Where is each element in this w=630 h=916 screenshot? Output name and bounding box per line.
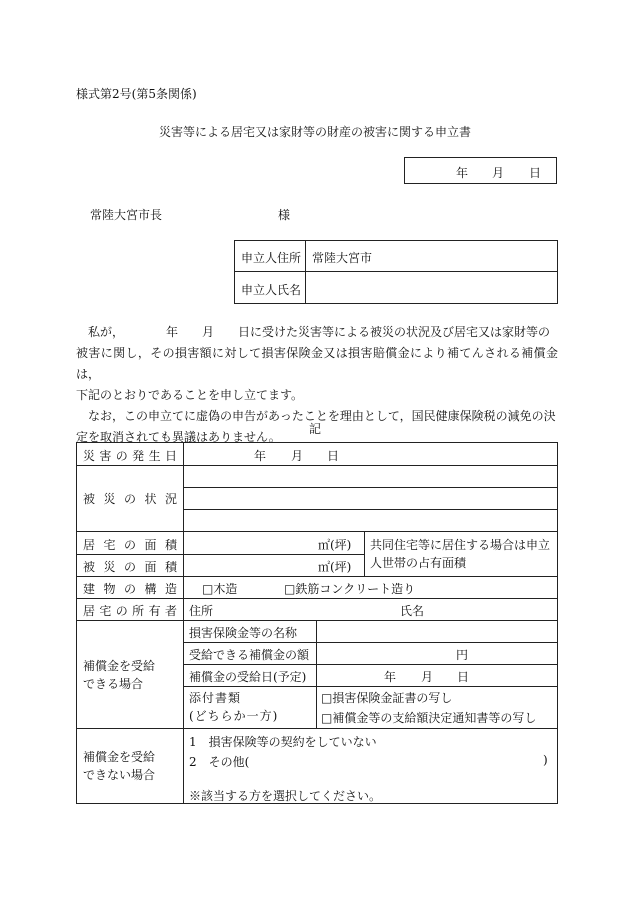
residence-area-label: 居 宅 の 面 積 (83, 538, 177, 552)
label-line: 補償金を受給 (83, 750, 156, 764)
note-line: 人世帯の占有面積 (370, 556, 467, 570)
structure-label: 建 物 の 構 造 (83, 582, 177, 596)
column-line (183, 442, 184, 804)
cannot-receive-label (83, 748, 155, 784)
row-line (183, 664, 558, 665)
row-line (183, 509, 558, 510)
applicant-column-divider (305, 240, 306, 304)
receivable-amount-label: 受給できる補償金の額 (189, 648, 310, 662)
row-line (76, 598, 558, 599)
insurance-name-label: 損害保険金等の名称 (189, 626, 298, 640)
statement-line: 定を取消されても異議はありません。 (76, 430, 281, 444)
damage-status-field-2[interactable] (185, 489, 555, 508)
row-line (76, 728, 558, 729)
ki-heading: 記 (308, 422, 321, 436)
label-line: できる場合 (83, 677, 144, 691)
receipt-month[interactable]: 月 (421, 670, 434, 684)
row-line (183, 642, 558, 643)
cannot-receive-option-2[interactable]: 2 その他( (189, 755, 250, 769)
addressee-honorific: 様 (278, 208, 291, 222)
label-line: (どちらか一方) (189, 709, 279, 723)
owner-name-label[interactable]: 氏名 (400, 604, 425, 618)
applicant-name-label: 申立人氏名 (241, 283, 302, 297)
date-day-label: 日 (529, 166, 542, 180)
row-line (76, 576, 558, 577)
date-year-label: 年 (456, 166, 469, 180)
statement-line: 下記のとおりであることを申し立てます。 (76, 388, 304, 402)
row-line (183, 487, 558, 488)
disaster-day[interactable]: 日 (327, 449, 340, 463)
damaged-area-label: 被 災 の 面 積 (83, 560, 177, 574)
row-line (76, 554, 364, 555)
cannot-receive-option-1[interactable]: 1 損害保険等の契約をしていない (189, 735, 377, 749)
column-line (316, 620, 317, 728)
attachments-label (189, 689, 278, 725)
applicant-address-field[interactable]: 常陸大宮市 (312, 251, 373, 265)
applicant-address-label: 申立人住所 (241, 251, 302, 265)
disaster-year[interactable]: 年 (254, 449, 267, 463)
addressee-name: 常陸大宮市長 (90, 208, 163, 222)
statement-line: 被害に関し，その損害額に対して損害保険金又は損害賠償金により補てんされる補償金は， (76, 346, 558, 381)
note-line: 共同住宅等に居住する場合は申立 (370, 538, 551, 552)
attachment-option-1[interactable]: □損害保険金証書の写し (321, 691, 453, 705)
receipt-date-label: 補償金の受給日(予定) (189, 670, 307, 684)
page-title: 災害等による居宅又は家財等の財産の被害に関する申立書 (158, 125, 471, 139)
damage-status-field-3[interactable] (185, 511, 555, 530)
disaster-date-label: 災 害 の 発 生 日 (83, 449, 177, 463)
row-line (76, 531, 558, 532)
owner-label: 居 宅 の 所 有 者 (83, 604, 177, 618)
applicant-name-field[interactable] (312, 281, 552, 297)
label-line: 補償金を受給 (83, 659, 156, 673)
structure-rc-checkbox[interactable]: □鉄筋コンクリート造り (284, 582, 416, 596)
row-line (183, 686, 558, 687)
row-line (76, 620, 558, 621)
label-line: 添付書類 (189, 691, 242, 705)
statement-line: なお，この申立てに虚偽の申告があったことを理由として，国民健康保険税の減免の決 (88, 409, 556, 423)
row-line (76, 465, 558, 466)
damaged-area-unit[interactable]: ㎡(坪) (318, 560, 352, 574)
column-line (364, 531, 365, 576)
shared-housing-note (370, 536, 550, 572)
damage-status-field-1[interactable] (185, 467, 555, 486)
label-line: できない場合 (83, 768, 156, 782)
applicant-divider (234, 271, 558, 272)
residence-area-unit[interactable]: ㎡(坪) (318, 538, 352, 552)
attachment-option-2[interactable]: □補償金等の支給額決定通知書等の写し (321, 711, 537, 725)
structure-wood-checkbox[interactable]: □木造 (202, 582, 238, 596)
statement-line: 私が， 年 月 日に受けた災害等による被災の状況及び居宅又は家財等の (88, 325, 551, 339)
form-number: 様式第2号(第5条関係) (76, 87, 197, 101)
owner-address-label[interactable]: 住所 (189, 604, 214, 618)
damage-status-label: 被 災 の 状 況 (83, 492, 177, 506)
can-receive-label (83, 657, 155, 693)
receipt-day[interactable]: 日 (457, 670, 470, 684)
disaster-month[interactable]: 月 (291, 449, 304, 463)
yen-unit[interactable]: 円 (456, 648, 469, 662)
date-box[interactable] (404, 157, 557, 184)
selection-note: ※該当する方を選択してください。 (189, 789, 382, 803)
receipt-year[interactable]: 年 (384, 670, 397, 684)
date-month-label: 月 (492, 166, 505, 180)
option-2-close-paren: ) (543, 753, 548, 767)
